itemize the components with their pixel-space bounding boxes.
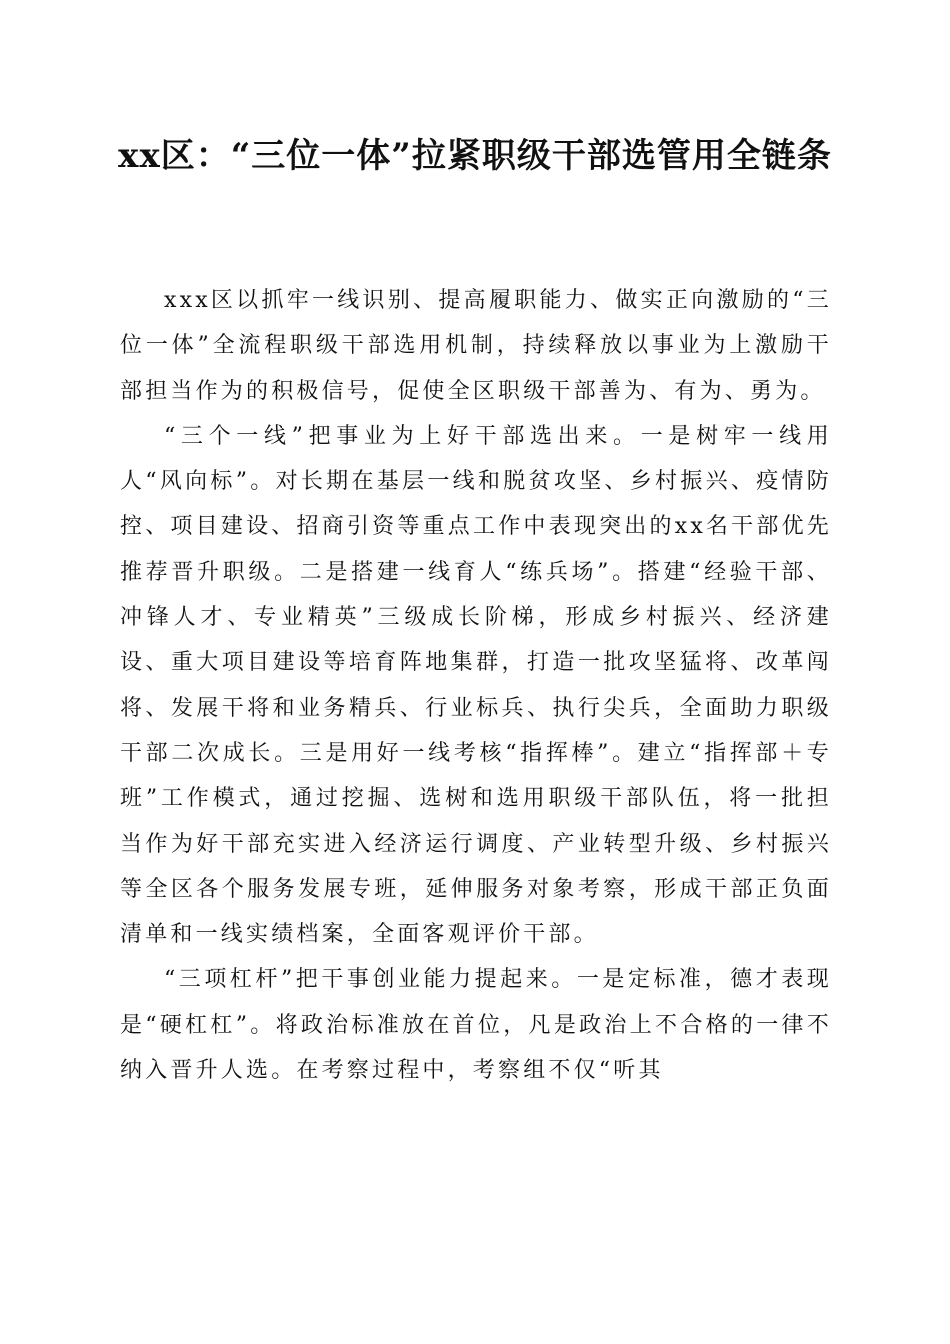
paragraph-intro: xxx区以抓牢一线识别、提高履职能力、做实正向激励的“三位一体”全流程职级干部选用机制，持续释放以事业为上激励干部担当作为的积极信号，促使全区职级干部善为、有为、勇为。 [120, 288, 832, 404]
paragraph-three-levers: “三项杠杆”把干事创业能力提起来。一是定标准，德才表现是“硬杠杠”。将政治标准放在首位，凡是政治上不合格的一律不纳入晋升人选。在考察过程中，考察组不仅“听其 [120, 967, 832, 1084]
paragraph-three-frontlines: “三个一线”把事业为上好干部选出来。一是树牢一线用人“风向标”。对长期在基层一线和脱贫攻坚、乡村振兴、疫情防控、项目建设、招商引资等重点工作中表现突出的xx名干部优先推荐晋升职级。二是搭建一线育人“练兵场”。搭建“经验干部、冲锋人才、专业精英”三级成长阶梯，形成乡村振兴、经济建设、重大项目建设等培育阵地集群，打造一批攻坚猛将、改革闯将、发展干将和业务精兵、行业标兵、执行尖兵，全面助力职级干部二次成长。三是用好一线考核“指挥棒”。建立“指挥部＋专班”工作模式，通过挖掘、选树和选用职级干部队伍，将一批担当作为好干部充实进入经济运行调度、产业转型升级、乡村振兴等全区各个服务发展专班，延伸服务对象考察，形成干部正负面清单和一线实绩档案，全面客观评价干部。 [120, 423, 832, 948]
document-title: xx区：“三位一体”拉紧职级干部选管用全链条 [118, 136, 832, 176]
document-body [120, 278, 832, 1093]
